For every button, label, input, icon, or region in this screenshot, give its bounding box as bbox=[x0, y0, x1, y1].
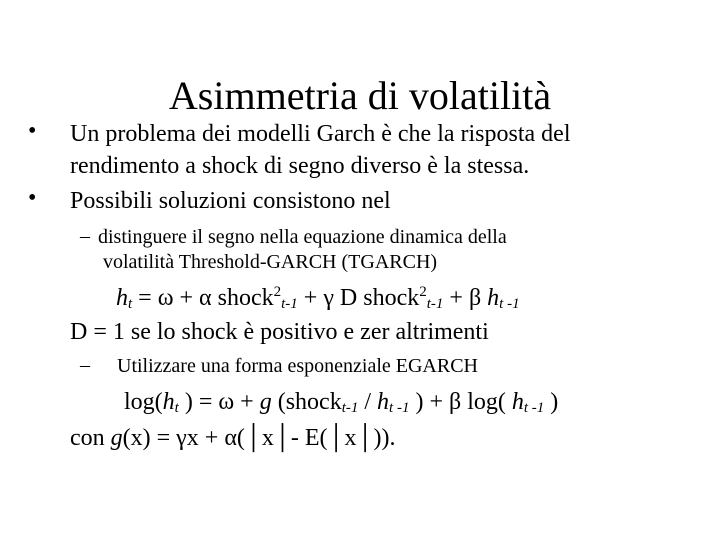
formula-subscript: t bbox=[174, 400, 179, 416]
formula-symbol-h: h bbox=[511, 389, 524, 415]
dash-marker: – bbox=[80, 354, 90, 376]
formula-symbol-h: h bbox=[162, 389, 175, 415]
formula-text: + γ D shock bbox=[297, 285, 420, 311]
bullet-1-line-2: rendimento a shock di segno diverso è la stessa. bbox=[70, 153, 530, 179]
formula-symbol-h: h bbox=[487, 285, 500, 311]
formula-text: (x) = γx + α(│x│- E(│x│)). bbox=[122, 425, 396, 451]
formula-subscript: t-1 bbox=[426, 296, 444, 312]
formula-text: con bbox=[70, 425, 111, 451]
formula-text: (shock bbox=[271, 389, 342, 415]
formula-subscript: t -1 bbox=[499, 296, 520, 312]
formula-text: = ω + α shock bbox=[132, 285, 274, 311]
formula-symbol-g: g bbox=[110, 425, 123, 451]
formula-subscript: t-1 bbox=[341, 400, 359, 416]
formula-symbol-h: h bbox=[377, 389, 390, 415]
slide-title: Asimmetria di volatilità bbox=[168, 73, 552, 118]
formula-subscript: t -1 bbox=[389, 400, 410, 416]
egarch-formula bbox=[124, 388, 558, 416]
bullet-marker: • bbox=[28, 118, 37, 144]
formula-symbol-h: h bbox=[116, 285, 128, 311]
con-formula bbox=[70, 424, 396, 452]
bullet-marker: • bbox=[28, 185, 37, 211]
tgarch-formula bbox=[116, 284, 520, 312]
sub-item-2-line-1: Utilizzare una forma esponenziale EGARCH bbox=[117, 355, 478, 377]
bullet-2-line-1: Possibili soluzioni consistono nel bbox=[70, 188, 391, 214]
formula-text: + β bbox=[443, 285, 488, 311]
formula-subscript: t -1 bbox=[523, 400, 545, 416]
d-rule-line: D = 1 se lo shock è positivo e zer altrimenti bbox=[70, 319, 489, 345]
formula-text: ) bbox=[544, 389, 559, 415]
bullet-1-line-1: Un problema dei modelli Garch è che la risposta del bbox=[70, 121, 571, 147]
formula-subscript: t bbox=[128, 296, 133, 312]
formula-text: log( bbox=[124, 389, 163, 415]
sub-item-1-line-2: volatilità Threshold-GARCH (TGARCH) bbox=[103, 251, 438, 273]
sub-item-1-line-1: distinguere il segno nella equazione dinamica della bbox=[98, 226, 507, 248]
formula-text: / bbox=[358, 389, 378, 415]
formula-superscript: 2 bbox=[273, 284, 282, 300]
formula-superscript: 2 bbox=[419, 284, 427, 300]
formula-text: ) = ω + bbox=[178, 389, 260, 415]
formula-subscript: t-1 bbox=[281, 296, 298, 312]
formula-text: ) + β log( bbox=[409, 389, 512, 415]
formula-symbol-g: g bbox=[259, 389, 272, 415]
dash-marker: – bbox=[80, 225, 90, 247]
